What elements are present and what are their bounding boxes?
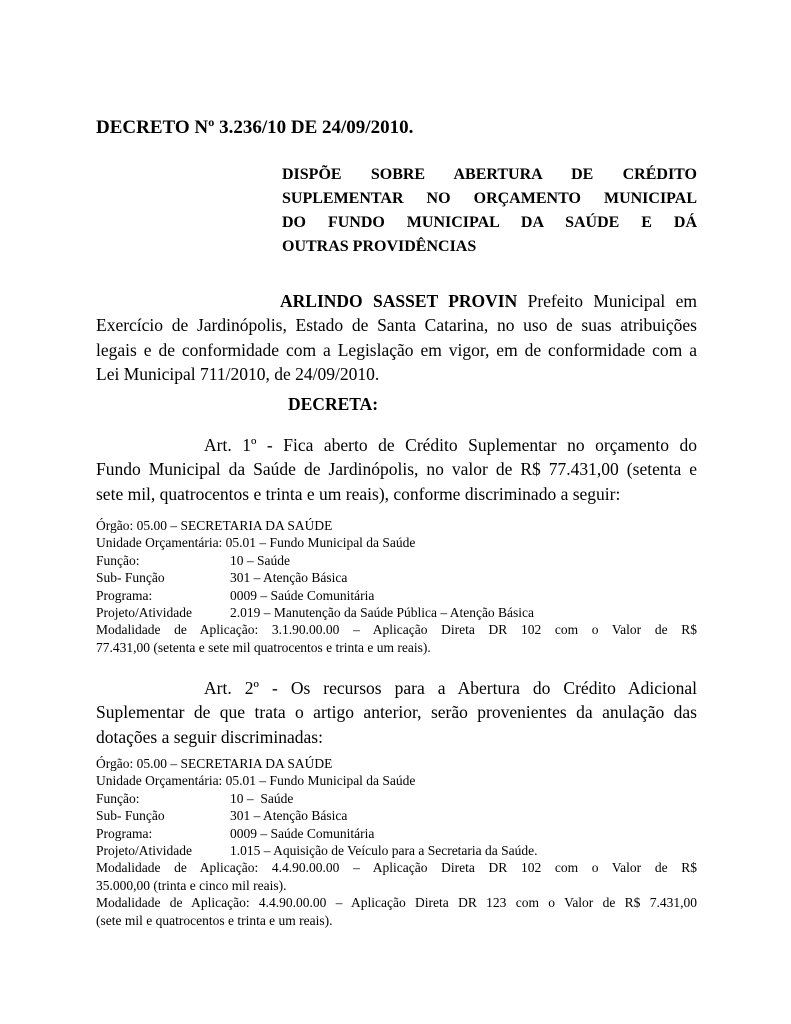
subfuncao-row [96,569,697,586]
subfuncao-label: Sub- Função [96,570,165,586]
projeto-value: 1.015 – Aquisição de Veículo para a Secretaria da Saúde. [230,843,538,859]
mayor-title: Prefeito Municipal em [517,291,697,311]
preamble-paragraph [96,289,697,386]
summary-line: SUPLEMENTAR NO ORÇAMENTO MUNICIPAL [282,190,697,207]
subfuncao-value: 301 – Atenção Básica [230,808,348,824]
summary-line: DO FUNDO MUNICIPAL DA SAÚDE E DÁ [282,214,697,231]
summary-line: OUTRAS PROVIDÊNCIAS [282,238,477,255]
programa-value: 0009 – Saúde Comunitária [230,825,375,841]
mayor-name: ARLINDO SASSET PROVIN [280,291,518,311]
preamble-line: legais e de conformidade com a Legislação em vigor, em de conformidade com a [96,339,697,360]
projeto-label: Projeto/Atividade [96,605,192,621]
unidade-line: Unidade Orçamentária: 05.01 – Fundo Municipal da Saúde [96,535,416,551]
preamble-line: Exercício de Jardinópolis, Estado de Santa Catarina, no uso de suas atribuições [96,315,697,336]
modalidade-line: Modalidade de Aplicação: 4.4.90.00.00 – Aplicação Direta DR 123 com o Valor de R$ 7.431,00 [96,895,697,911]
funcao-label: Função: [96,790,140,806]
preamble-line: Lei Municipal 711/2010, de 24/09/2010. [96,363,380,384]
preamble-first-line [96,289,697,313]
article-1 [96,433,697,506]
subfuncao-row [96,807,697,824]
decreta-heading: DECRETA: [288,394,379,414]
projeto-label: Projeto/Atividade [96,843,192,859]
modalidade-continuation: (sete mil e quatrocentos e trinta e um reais). [96,912,333,928]
programa-label: Programa: [96,587,153,603]
article-line: sete mil, quatrocentos e trinta e um reais), conforme discriminado a seguir: [96,483,621,504]
modalidade-continuation: 35.000,00 (trinta e cinco mil reais). [96,877,287,893]
article-line: Fundo Municipal da Saúde de Jardinópolis, no valor de R$ 77.431,00 (setenta e [96,459,697,480]
article-line: Suplementar de que trata o artigo anterior, serão provenientes da anulação das [96,702,697,723]
article-line: Art. 1º - Fica aberto de Crédito Suplementar no orçamento do [204,435,697,455]
article-line: dotações a seguir discriminadas: [96,726,323,747]
subfuncao-value: 301 – Atenção Básica [230,570,348,586]
budget-allocation-1 [96,517,697,656]
programa-row [96,825,697,842]
funcao-value: 10 – Saúde [230,552,290,568]
article-line: Art. 2º - Os recursos para a Abertura do Crédito Adicional [204,678,697,698]
summary-line: DISPÕE SOBRE ABERTURA DE CRÉDITO [282,166,697,183]
programa-label: Programa: [96,825,153,841]
orgao-line: Órgão: 05.00 – SECRETARIA DA SAÚDE [96,756,333,771]
projeto-row [96,842,697,859]
decree-title: DECRETO Nº 3.236/10 DE 24/09/2010. [96,117,414,138]
unidade-line: Unidade Orçamentária: 05.01 – Fundo Municipal da Saúde [96,773,416,789]
programa-value: 0009 – Saúde Comunitária [230,587,375,603]
modalidade-line: Modalidade de Aplicação: 4.4.90.00.00 – Aplicação Direta DR 102 com o Valor de R$ [96,860,697,876]
modalidade-continuation: 77.431,00 (setenta e sete mil quatrocentos e trinta e um reais). [96,639,431,655]
article-2 [96,676,697,749]
funcao-row [96,552,697,569]
funcao-row [96,790,697,807]
orgao-line: Órgão: 05.00 – SECRETARIA DA SAÚDE [96,518,333,533]
projeto-row [96,604,697,621]
subfuncao-label: Sub- Função [96,808,165,824]
projeto-value: 2.019 – Manutenção da Saúde Pública – Atenção Básica [230,605,535,621]
programa-row [96,587,697,604]
decree-summary [282,163,697,259]
modalidade-line: Modalidade de Aplicação: 3.1.90.00.00 – Aplicação Direta DR 102 com o Valor de R$ [96,622,697,638]
funcao-value: 10 – Saúde [230,790,294,806]
funcao-label: Função: [96,552,140,568]
budget-allocation-2 [96,755,697,929]
